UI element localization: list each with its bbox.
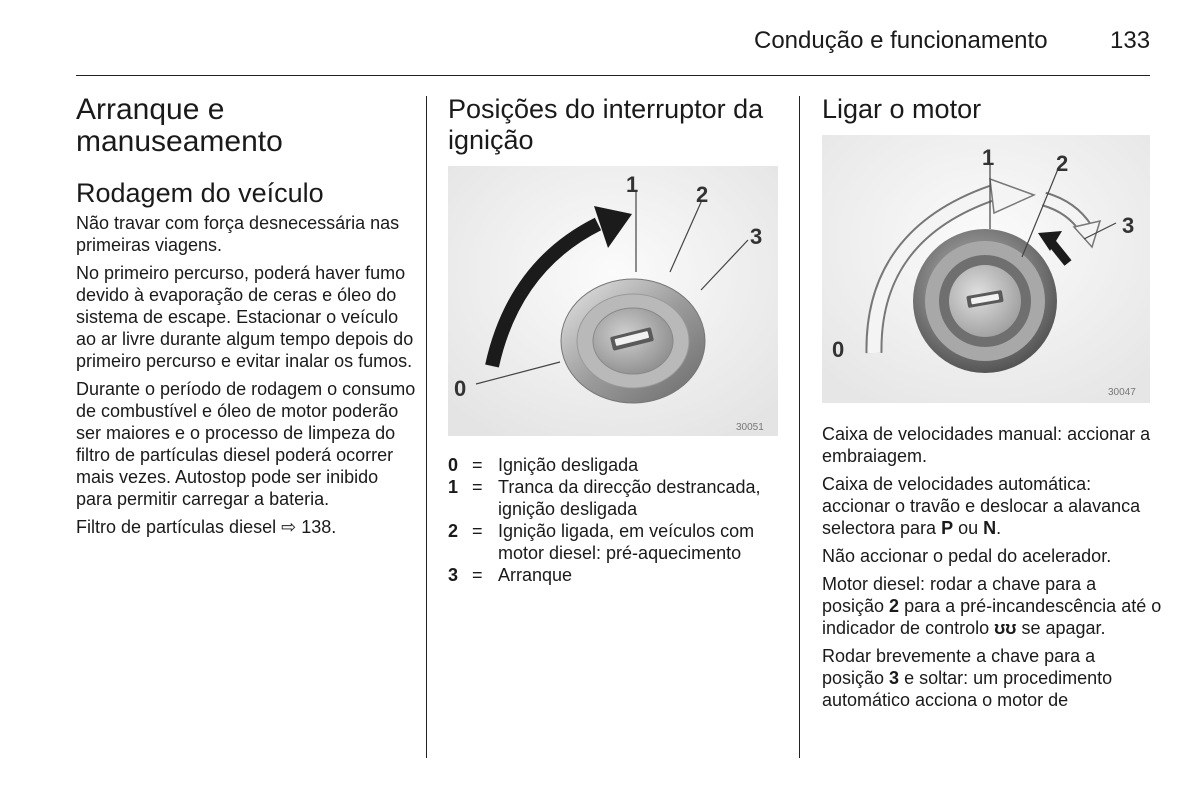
header-rule (76, 75, 1150, 76)
text-run: . (996, 518, 1002, 538)
section-heading-ignition: Posições do interruptor da ignição (448, 94, 764, 155)
text-run: Rodar brevemente a chave para a posição (822, 646, 1096, 688)
legend-item (448, 454, 788, 476)
legend-key: 0 (448, 455, 459, 475)
legend-key: 3 (448, 565, 459, 585)
ignition-switch-illustration (448, 166, 778, 436)
figure-label-1: 1 (626, 172, 639, 197)
figure-label-1: 1 (982, 145, 995, 170)
legend-text: Arranque (498, 565, 573, 585)
legend-text: Tranca da direcção destrancada, ignição desligada (498, 477, 761, 519)
column-right (822, 94, 1162, 717)
legend-eq: = (472, 455, 483, 475)
figure-code: 30051 (736, 422, 764, 433)
start-engine-figure (822, 135, 1162, 403)
text-run: Motor diesel: rodar a chave para a posição (822, 574, 1097, 616)
figure-label-2: 2 (696, 182, 709, 207)
ignition-legend (448, 454, 788, 586)
legend-item (448, 564, 788, 586)
preheat-indicator-icon: ʊʊ (994, 618, 1017, 638)
figure-label-3: 3 (1122, 213, 1135, 238)
xref-arrow-icon: ⇨ (281, 517, 297, 537)
column-middle (448, 94, 788, 586)
subsection-heading: Rodagem do veículo (76, 178, 324, 208)
paragraph-2: No primeiro percurso, poderá haver fumo devido à evaporação de ceras e óleo do sistema de escape. Estacionar o veículo ao ar livre durante algum tempo depois do primeiro percurso e evitar inalar os fumos. (76, 263, 414, 371)
gear-p: P (941, 518, 954, 538)
legend-key: 2 (448, 521, 459, 541)
position-3: 3 (889, 668, 900, 688)
running-header-title: Condução e funcionamento (754, 27, 1048, 54)
section-heading: Arranque e manuseamento (76, 93, 283, 158)
gear-n: N (983, 518, 997, 538)
xref-page: 138. (301, 517, 337, 537)
start-engine-illustration (822, 135, 1150, 403)
column-divider-1 (426, 96, 427, 758)
legend-eq: = (472, 477, 483, 497)
figure-label-0: 0 (454, 376, 467, 401)
paragraph-automatic-gearbox (822, 473, 1162, 539)
figure-label-0: 0 (832, 337, 845, 362)
legend-item (448, 520, 788, 564)
paragraph-manual-gearbox: Caixa de velocidades manual: accionar a embraiagem. (822, 424, 1151, 466)
legend-eq: = (472, 521, 483, 541)
legend-eq: = (472, 565, 483, 585)
legend-key: 1 (448, 477, 459, 497)
text-run: e soltar: um procedimento automático acciona o motor de (822, 668, 1113, 710)
figure-label-3: 3 (750, 224, 763, 249)
paragraph-diesel (822, 573, 1162, 639)
paragraph-3: Durante o período de rodagem o consumo de combustível e óleo de motor poderão ser maiores e o processo de limpeza do filtro de partículas diesel poderá ocorrer mais vezes. Autostop pode ser inibido para permitir carregar a bateria. (76, 379, 416, 509)
figure-code: 30047 (1108, 387, 1136, 398)
page-number: 133 (1110, 27, 1151, 54)
text-run: para a pré-incandescência até o indicador de controlo (822, 596, 1162, 638)
cross-reference[interactable] (76, 516, 416, 538)
section-heading-start-engine: Ligar o motor (822, 94, 982, 124)
legend-text: Ignição ligada, em veículos com motor diesel: pré-aquecimento (498, 521, 755, 563)
figure-label-2: 2 (1056, 151, 1069, 176)
text-run: Caixa de velocidades automática: accionar o travão e deslocar a alavanca selectora para (822, 474, 1141, 538)
column-divider-2 (799, 96, 800, 758)
paragraph-crank (822, 645, 1162, 711)
position-2: 2 (889, 596, 900, 616)
xref-text: Filtro de partículas diesel (76, 517, 277, 537)
legend-item (448, 476, 788, 520)
legend-text: Ignição desligada (498, 455, 639, 475)
start-engine-text (822, 423, 1162, 711)
column-left (76, 94, 416, 544)
paragraph-1: Não travar com força desnecessária nas primeiras viagens. (76, 213, 400, 255)
paragraph-accelerator: Não accionar o pedal do acelerador. (822, 546, 1112, 566)
text-run: ou (953, 518, 984, 538)
text-run: se apagar. (1016, 618, 1106, 638)
ignition-figure (448, 166, 788, 436)
